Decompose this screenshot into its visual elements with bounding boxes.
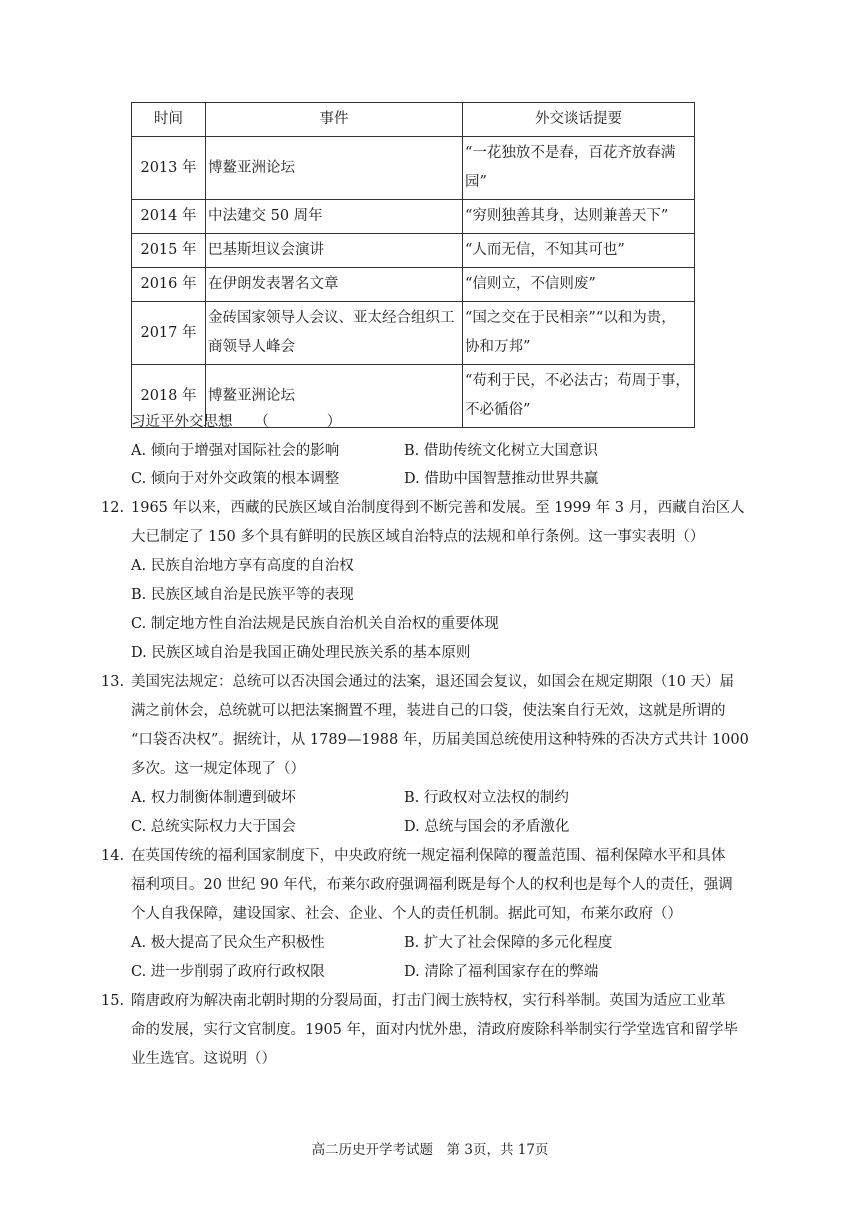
event-line: 中法建交 50 周年 bbox=[208, 208, 323, 224]
event-line: 在伊朗发表署名文章 bbox=[208, 276, 339, 292]
quote-line: “国之交在于民相亲”“以和为贵， bbox=[465, 310, 676, 326]
table-header-row bbox=[132, 103, 695, 137]
row-quote bbox=[463, 302, 695, 365]
row-event bbox=[206, 268, 463, 302]
row-quote bbox=[463, 200, 695, 234]
q14-option-d[interactable]: D. 清除了福利国家存在的弊端 bbox=[404, 964, 599, 980]
header-event: 事件 bbox=[206, 103, 463, 137]
q12-number: 12. bbox=[101, 500, 125, 516]
quote-line: “信则立，不信则废” bbox=[465, 276, 596, 292]
quote-line: “穷则独善其身，达则兼善天下” bbox=[465, 208, 669, 224]
q12-option-d[interactable]: D. 民族区域自治是我国正确处理民族关系的基本原则 bbox=[131, 645, 471, 661]
row-year: 2018 年 bbox=[132, 365, 206, 428]
q15-stem-line: 隋唐政府为解决南北朝时期的分裂局面，打击门阀士族特权，实行科举制。英国为适应工业革 bbox=[131, 993, 726, 1009]
q11-option-a[interactable]: A. 倾向于增强对国际社会的影响 bbox=[131, 443, 340, 459]
q11-option-d[interactable]: D. 借助中国智慧推动世界共赢 bbox=[404, 471, 599, 487]
q13-option-b[interactable]: B. 行政权对立法权的制约 bbox=[404, 790, 569, 806]
q13-stem-line: “口袋否决权”。据统计，从 1789—1988 年，历届美国总统使用这种特殊的否决方式共计 1000 bbox=[131, 732, 749, 748]
q14-number: 14. bbox=[101, 848, 125, 864]
q14-option-a[interactable]: A. 极大提高了民众生产积极性 bbox=[131, 935, 325, 951]
q13-option-a[interactable]: A. 权力制衡体制遭到破坏 bbox=[131, 790, 296, 806]
q12-stem-line: 1965 年以来，西藏的民族区域自治制度得到不断完善和发展。至 1999 年 3 月，西藏自治区人 bbox=[131, 500, 745, 516]
q11-option-c[interactable]: C. 倾向于对外交政策的根本调整 bbox=[131, 471, 340, 487]
q12-option-a[interactable]: A. 民族自治地方享有高度的自治权 bbox=[131, 558, 354, 574]
row-quote bbox=[463, 268, 695, 302]
row-event bbox=[206, 302, 463, 365]
row-event bbox=[206, 200, 463, 234]
q14-stem-line: 福利项目。20 世纪 90 年代，布莱尔政府强调福利既是每个人的权利也是每个人的责任，强调 bbox=[131, 877, 733, 893]
row-year: 2015 年 bbox=[132, 234, 206, 268]
event-line: 博鳌亚洲论坛 bbox=[208, 159, 295, 176]
quote-line: “苟利于民，不必法古；苟周于事， bbox=[465, 373, 690, 389]
q15-stem-line: 命的发展，实行文官制度。1905 年，面对内忧外患，清政府废除科举制实行学堂选官和留学毕 bbox=[131, 1022, 739, 1038]
table-row bbox=[132, 200, 695, 234]
table-row bbox=[132, 302, 695, 365]
q15-number: 15. bbox=[101, 993, 125, 1009]
row-quote bbox=[463, 137, 695, 200]
q12-option-b[interactable]: B. 民族区域自治是民族平等的表现 bbox=[131, 587, 354, 603]
table-row bbox=[132, 268, 695, 302]
row-year: 2017 年 bbox=[132, 302, 206, 365]
q14-option-b[interactable]: B. 扩大了社会保障的多元化程度 bbox=[404, 935, 613, 951]
q12-stem-line: 大已制定了 150 多个具有鲜明的民族区域自治特点的法规和单行条例。这一事实表明（） bbox=[131, 529, 705, 545]
q12-option-c[interactable]: C. 制定地方性自治法规是民族自治机关自治权的重要体现 bbox=[131, 616, 499, 632]
page-footer: 高二历史开学考试题 第 3页，共 17页 bbox=[311, 1142, 549, 1158]
q13-stem-line: 美国宪法规定：总统可以否决国会通过的法案，退还国会复议，如国会在规定期限（10 天）届 bbox=[131, 674, 735, 690]
diplomacy-table bbox=[131, 102, 695, 428]
header-quote: 外交谈话提要 bbox=[463, 103, 695, 137]
row-quote bbox=[463, 365, 695, 428]
q13-stem-line: 满之前休会，总统就可以把法案搁置不理，装进自己的口袋，使法案自行无效，这就是所谓的 bbox=[131, 703, 726, 719]
q13-option-d[interactable]: D. 总统与国会的矛盾激化 bbox=[404, 819, 570, 835]
quote-line: 协和万邦” bbox=[465, 339, 531, 355]
quote-line: 不必循俗” bbox=[465, 402, 531, 418]
event-line: 商领导人峰会 bbox=[208, 339, 295, 355]
event-line: 博鳌亚洲论坛 bbox=[208, 387, 295, 404]
row-event bbox=[206, 234, 463, 268]
quote-line: “一花独放不是春，百花齐放春满 bbox=[465, 145, 676, 161]
row-event bbox=[206, 137, 463, 200]
row-quote bbox=[463, 234, 695, 268]
q14-stem-line: 个人自我保障，建设国家、社会、企业、个人的责任机制。据此可知，布莱尔政府（） bbox=[131, 906, 682, 922]
row-year: 2016 年 bbox=[132, 268, 206, 302]
q14-option-c[interactable]: C. 进一步削弱了政府行政权限 bbox=[131, 964, 325, 980]
q13-option-c[interactable]: C. 总统实际权力大于国会 bbox=[131, 819, 296, 835]
row-year: 2014 年 bbox=[132, 200, 206, 234]
row-year: 2013 年 bbox=[132, 137, 206, 200]
quote-line: 园” bbox=[465, 174, 487, 190]
q13-stem-line: 多次。这一规定体现了（） bbox=[131, 761, 305, 777]
table-row bbox=[132, 234, 695, 268]
header-time: 时间 bbox=[132, 103, 206, 137]
event-line: 巴基斯坦议会演讲 bbox=[208, 242, 324, 258]
table-row bbox=[132, 137, 695, 200]
q13-number: 13. bbox=[101, 674, 125, 690]
q11-stem-tail: 习近平外交思想 （ ） bbox=[131, 414, 342, 430]
q14-stem-line: 在英国传统的福利国家制度下，中央政府统一规定福利保障的覆盖范围、福利保障水平和具体 bbox=[131, 848, 726, 864]
q11-option-b[interactable]: B. 借助传统文化树立大国意识 bbox=[404, 443, 598, 459]
q15-stem-line: 业生选官。这说明（） bbox=[131, 1051, 276, 1067]
event-line: 金砖国家领导人会议、亚太经合组织工 bbox=[208, 310, 455, 326]
quote-line: “人而无信，不知其可也” bbox=[465, 242, 625, 258]
